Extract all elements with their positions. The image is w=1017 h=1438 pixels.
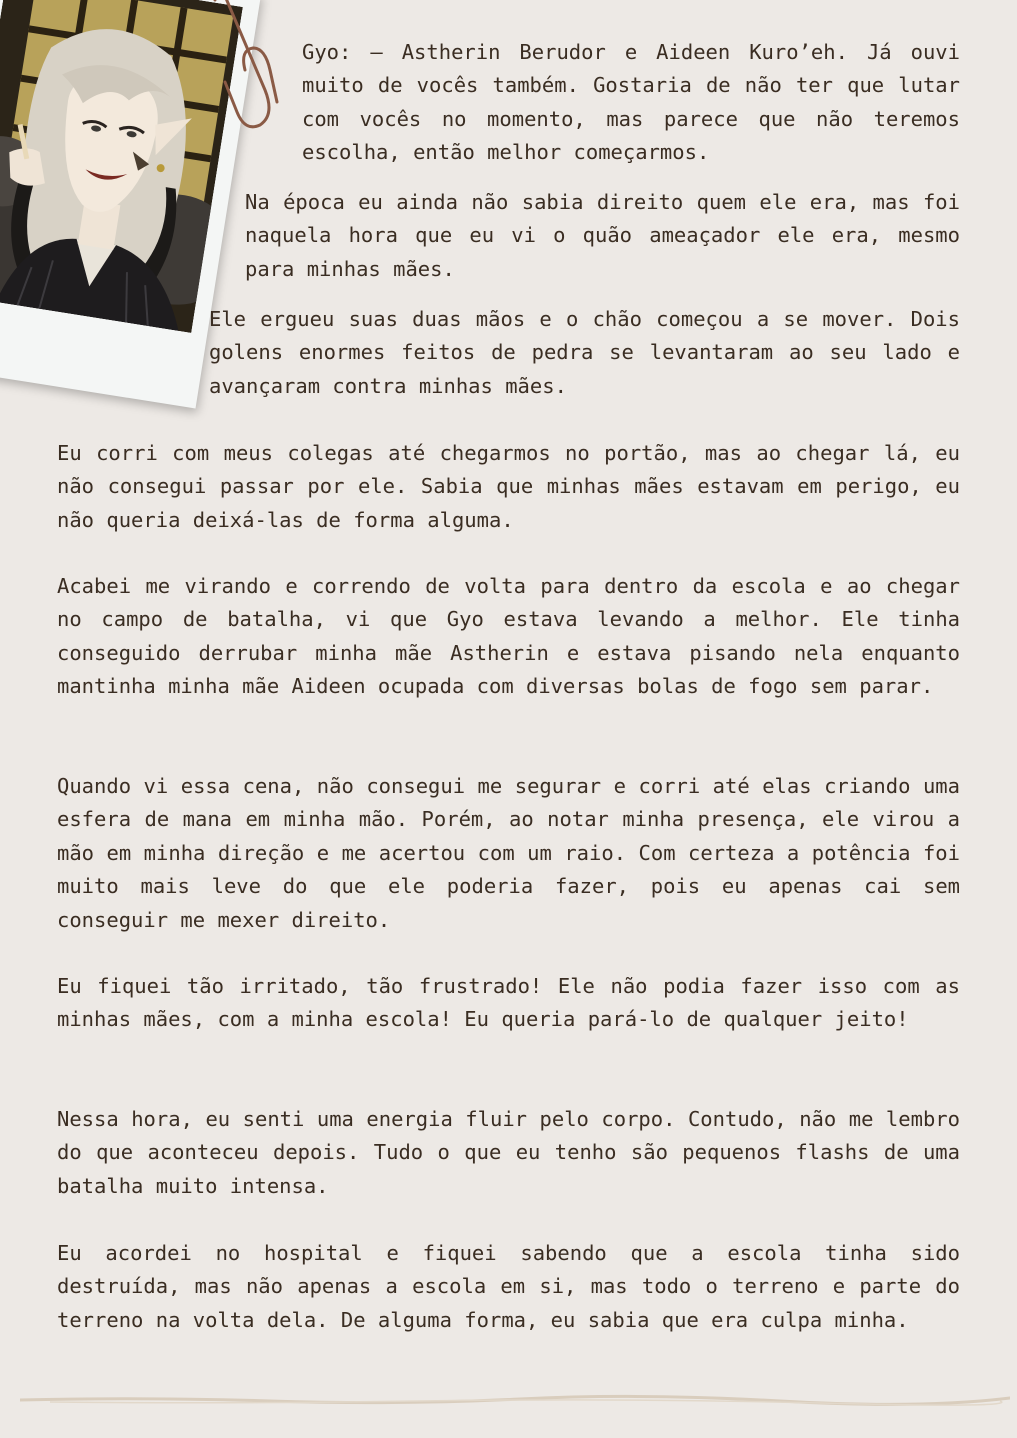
paragraph: Nessa hora, eu senti uma energia fluir pelo corpo. Contudo, não me lembro do que aconteceu depois. Tudo o que eu tenho são pequenos flashs de uma batalha muito intensa. (57, 1107, 960, 1198)
divider-line (20, 1390, 1010, 1410)
paragraph-gyo-dialogue: Gyo: — Astherin Berudor e Aideen Kuro’eh. Já ouvi muito de vocês também. Gostaria de não ter que lutar com vocês no momento, mas parece que não teremos escolha, então melhor começarmos. (302, 40, 960, 165)
paragraph: Acabei me virando e correndo de volta para dentro da escola e ao chegar no campo de batalha, vi que Gyo estava levando a melhor. Ele tinha conseguido derrubar minha mãe Astherin e estava pisando nela enquanto mantinha minha mãe Aideen ocupada com diversas bolas de fogo sem parar. (57, 574, 960, 699)
paragraph: Quando vi essa cena, não consegui me segurar e corri até elas criando uma esfera de mana em minha mão. Porém, ao notar minha presença, ele virou a mão em minha direção e me acertou com um raio. Com certeza a potência foi muito mais leve do que ele poderia fazer, pois eu apenas cai sem conseguir me mexer direito. (57, 774, 960, 932)
paperclip-icon (205, 0, 285, 140)
paragraph: Eu corri com meus colegas até chegarmos no portão, mas ao chegar lá, eu não consegui passar por ele. Sabia que minhas mães estavam em perigo, eu não queria deixá-las de forma alguma. (57, 441, 960, 532)
paragraph: Eu fiquei tão irritado, tão frustrado! Ele não podia fazer isso com as minhas mães, com a minha escola! Eu queria pará-lo de qualquer jeito! (57, 974, 960, 1032)
paragraph: Na época eu ainda não sabia direito quem ele era, mas foi naquela hora que eu vi o quão ameaçador ele era, mesmo para minhas mães. (245, 190, 960, 281)
paragraph: Ele ergueu suas duas mãos e o chão começou a se mover. Dois golens enormes feitos de pedra se levantaram ao seu lado e avançaram contra minhas mães. (209, 307, 960, 398)
paragraph: Eu acordei no hospital e fiquei sabendo que a escola tinha sido destruída, mas não apenas a escola em si, mas todo o terreno e parte do terreno na volta dela. De alguma forma, eu sabia que era culpa minha. (57, 1241, 960, 1332)
